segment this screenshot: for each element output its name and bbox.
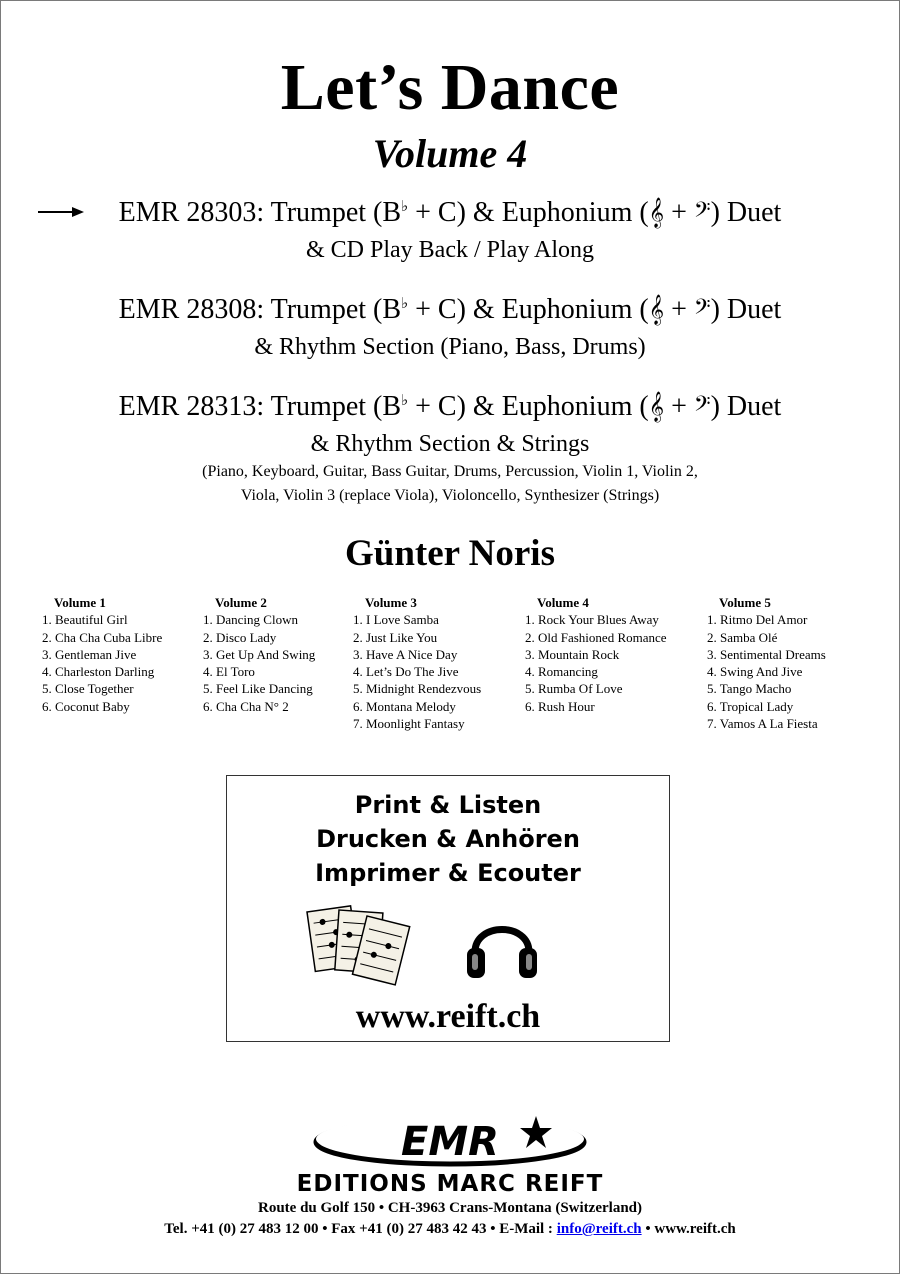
page-subtitle: Volume 4	[372, 131, 528, 176]
bass-clef-icon: 𝄢	[693, 198, 711, 228]
list-item: 7. Moonlight Fantasy	[353, 716, 465, 732]
promo-text	[227, 788, 669, 890]
website-url[interactable]: www.reift.ch	[355, 998, 541, 1035]
edition-subtitle: & CD Play Back / Play Along	[306, 237, 594, 263]
list-item: 6. Tropical Lady	[707, 698, 794, 714]
list-item: 2. Cha Cha Cuba Libre	[42, 629, 163, 645]
list-item: 5. Rumba Of Love	[525, 681, 623, 697]
edition-instrument-list-1: (Piano, Keyboard, Guitar, Bass Guitar, Drums, Percussion, Violin 1, Violin 2,	[202, 463, 698, 480]
promo-line-en: Print & Listen	[354, 791, 542, 819]
contact-phone-fax: Tel. +41 (0) 27 483 12 00 • Fax +41 (0) 27 483 42 43 • E-Mail :	[164, 1221, 557, 1237]
flat-symbol: ♭	[401, 199, 409, 215]
flat-symbol: ♭	[401, 296, 409, 312]
promo-line-fr: Imprimer & Ecouter	[315, 859, 581, 887]
edition-code: EMR 28303:	[118, 197, 265, 228]
composer-name: Günter Noris	[344, 533, 555, 574]
list-item: 3. Have A Nice Day	[353, 646, 458, 662]
list-item: 2. Disco Lady	[203, 629, 277, 645]
edition-duet: ) Duet	[710, 294, 782, 325]
volume-3-list	[353, 594, 481, 732]
list-item: 5. Midnight Rendezvous	[353, 681, 482, 697]
list-item: 4. El Toro	[203, 664, 255, 680]
edition-instrument: Trumpet (B	[270, 294, 402, 325]
list-item: 4. Let’s Do The Jive	[353, 664, 459, 680]
list-item: 1. Rock Your Blues Away	[525, 612, 659, 628]
edition-heading	[0, 390, 900, 424]
edition-instrument-cont: + C) & Euphonium (	[408, 294, 649, 325]
edition-subtitle: & Rhythm Section (Piano, Bass, Drums)	[254, 334, 646, 360]
edition-duet: ) Duet	[710, 391, 782, 422]
edition-instrument-cont: + C) & Euphonium (	[408, 391, 649, 422]
list-item: 1. I Love Samba	[353, 612, 439, 628]
edition-28303	[0, 196, 900, 266]
plus-sign: +	[664, 197, 694, 228]
list-item: 6. Montana Melody	[353, 698, 456, 714]
list-item: 1. Dancing Clown	[203, 612, 298, 628]
sheet-music-icon	[307, 906, 410, 985]
publisher-name: EDITIONS MARC REIFT	[296, 1171, 604, 1197]
headphones-icon	[467, 930, 537, 979]
edition-28308	[0, 293, 900, 363]
list-item: 6. Rush Hour	[525, 698, 595, 714]
list-item: 2. Just Like You	[353, 629, 438, 645]
email-link[interactable]: info@reift.ch	[556, 1221, 642, 1237]
list-item: 7. Vamos A La Fiesta	[707, 716, 818, 732]
edition-code: EMR 28313:	[118, 391, 265, 422]
treble-clef-icon: 𝄞	[648, 392, 665, 422]
list-item: 3. Sentimental Dreams	[707, 646, 826, 662]
treble-clef-icon: 𝄞	[648, 295, 665, 325]
bass-clef-icon: 𝄢	[693, 295, 711, 325]
publisher-address: Route du Golf 150 • CH-3963 Crans-Montana (Switzerland)	[258, 1200, 642, 1216]
list-item: 3. Get Up And Swing	[203, 646, 316, 662]
edition-code: EMR 28308:	[118, 294, 265, 325]
list-item: 3. Mountain Rock	[525, 646, 620, 662]
list-item: 5. Feel Like Dancing	[203, 681, 313, 697]
edition-heading	[0, 293, 900, 327]
list-item: 5. Tango Macho	[707, 681, 792, 697]
list-item: 2. Samba Olé	[707, 629, 778, 645]
list-item: 1. Beautiful Girl	[42, 612, 128, 628]
list-item: 2. Old Fashioned Romance	[525, 629, 667, 645]
print-listen-box	[226, 775, 670, 1042]
bass-clef-icon: 𝄢	[693, 392, 711, 422]
list-item: 6. Cha Cha N° 2	[203, 698, 289, 714]
volume-1-list	[42, 594, 162, 715]
edition-instrument-list-2: Viola, Violin 3 (replace Viola), Violoncello, Synthesizer (Strings)	[240, 487, 660, 504]
promo-artwork	[227, 904, 669, 994]
contact-website[interactable]: • www.reift.ch	[641, 1221, 736, 1237]
edition-instrument: Trumpet (B	[270, 197, 402, 228]
edition-heading	[0, 196, 900, 230]
edition-28313	[0, 390, 900, 508]
volume-lists	[0, 594, 900, 734]
treble-clef-icon: 𝄞	[648, 198, 665, 228]
list-item: 3. Gentleman Jive	[42, 646, 137, 662]
publisher-contact	[0, 1219, 900, 1239]
edition-duet: ) Duet	[710, 197, 782, 228]
volume-title: Volume 5	[719, 595, 771, 610]
plus-sign: +	[664, 294, 694, 325]
page-title: Let’s Dance	[280, 51, 620, 124]
plus-sign: +	[664, 391, 694, 422]
promo-line-de: Drucken & Anhören	[316, 825, 580, 853]
list-item: 5. Close Together	[42, 681, 134, 697]
list-item: 4. Romancing	[525, 664, 598, 680]
list-item: 1. Ritmo Del Amor	[707, 612, 808, 628]
logo-text: EMR	[401, 1119, 499, 1165]
edition-instrument-cont: + C) & Euphonium (	[408, 197, 649, 228]
volume-title: Volume 1	[54, 595, 106, 610]
volume-title: Volume 3	[365, 595, 417, 610]
list-item: 4. Charleston Darling	[42, 664, 155, 680]
emr-logo	[300, 1108, 600, 1172]
flat-symbol: ♭	[401, 393, 409, 409]
edition-instrument: Trumpet (B	[270, 391, 402, 422]
volume-title: Volume 4	[537, 595, 589, 610]
list-item: 4. Swing And Jive	[707, 664, 803, 680]
edition-subtitle: & Rhythm Section & Strings	[310, 431, 590, 457]
volume-5-list	[707, 594, 826, 732]
list-item: 6. Coconut Baby	[42, 698, 130, 714]
volume-title: Volume 2	[215, 595, 267, 610]
volume-4-list	[525, 594, 667, 715]
volume-2-list	[203, 594, 315, 715]
